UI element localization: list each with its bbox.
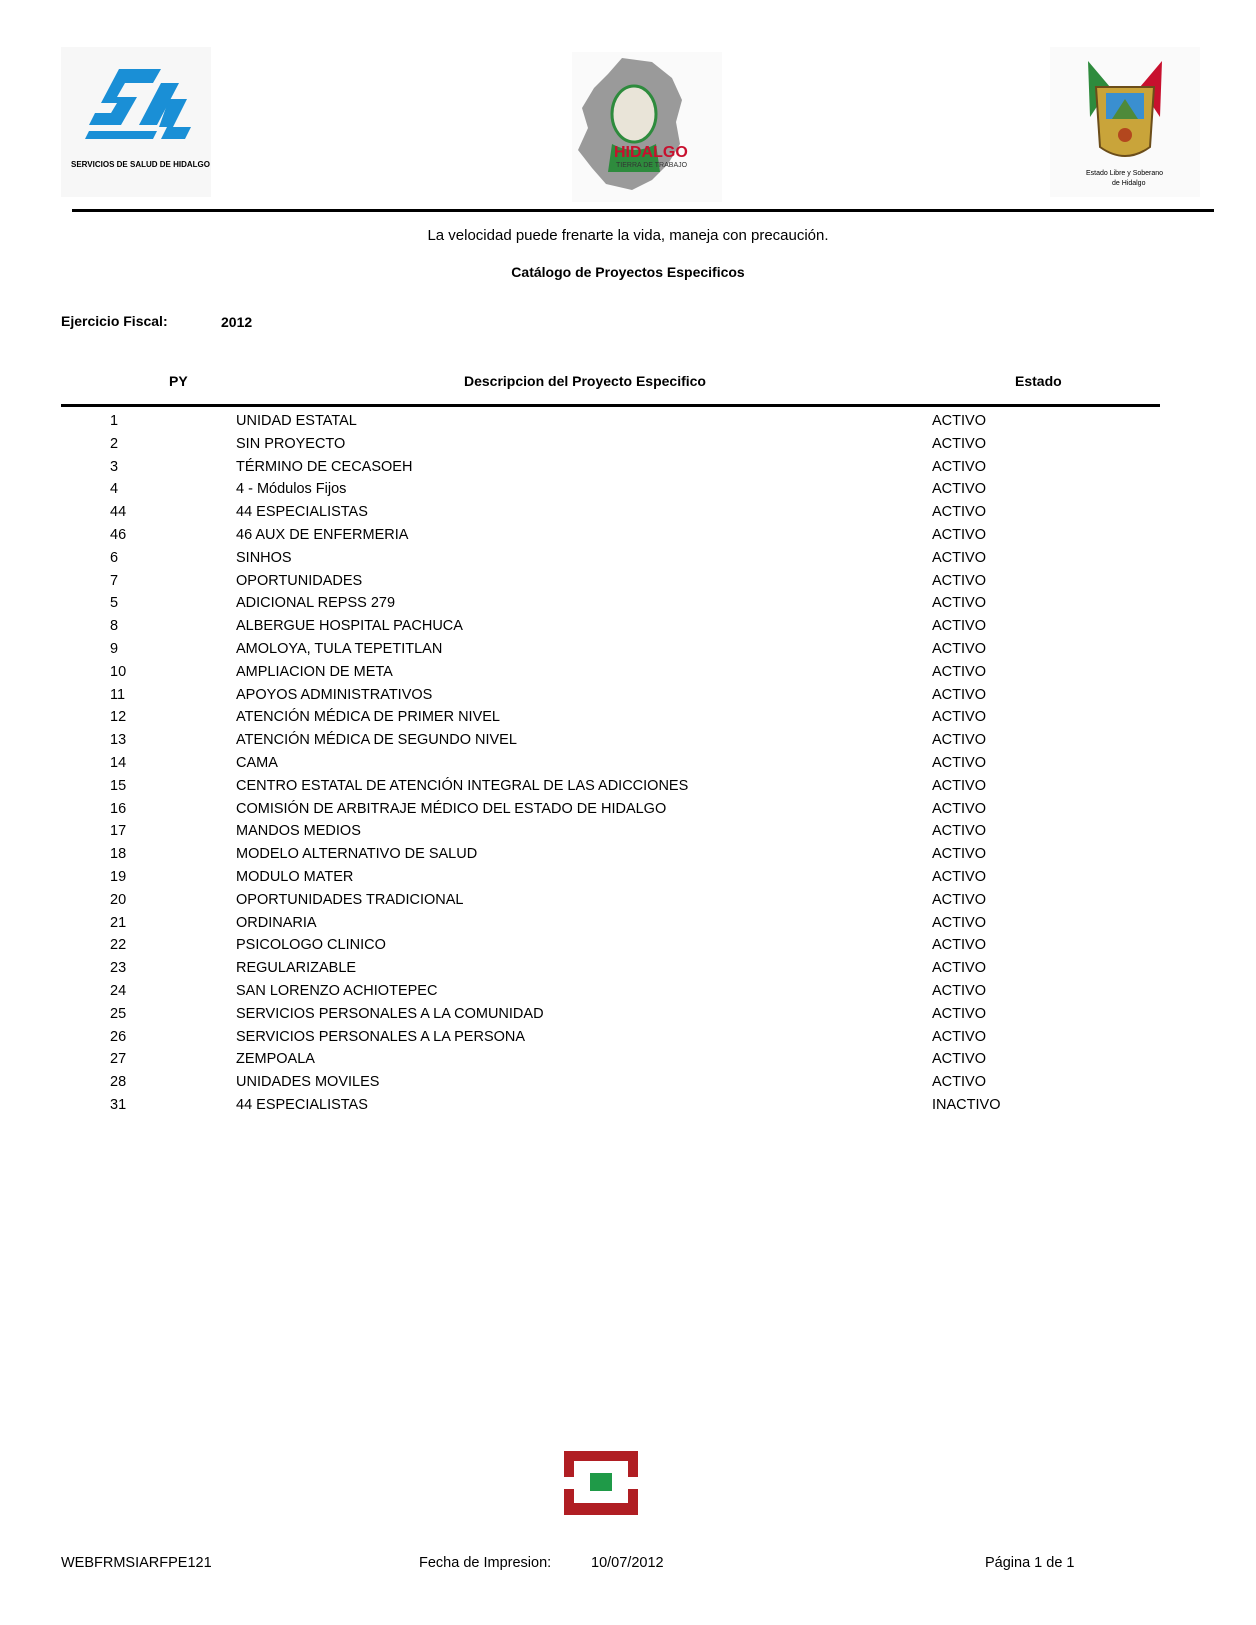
row-status: ACTIVO: [932, 937, 986, 954]
row-py: 9: [110, 640, 119, 657]
row-status: ACTIVO: [932, 777, 986, 794]
row-py: 15: [110, 777, 127, 794]
print-date-label: Fecha de Impresion:: [419, 1555, 552, 1571]
table-row: [0, 1026, 1256, 1049]
table-row: [0, 638, 1256, 661]
table-row: [0, 1003, 1256, 1026]
row-status: ACTIVO: [932, 1051, 986, 1068]
row-py: 28: [110, 1074, 127, 1091]
table-row: [0, 866, 1256, 889]
row-py: 12: [110, 709, 127, 726]
column-header-py: PY: [169, 373, 188, 389]
row-status: ACTIVO: [932, 481, 986, 498]
table-row: [0, 478, 1256, 501]
row-description: 44 ESPECIALISTAS: [236, 1096, 368, 1113]
row-status: ACTIVO: [932, 1074, 986, 1091]
column-header-description: Descripcion del Proyecto Especifico: [464, 373, 706, 389]
table-row: [0, 456, 1256, 479]
row-description: APOYOS ADMINISTRATIVOS: [236, 686, 433, 703]
table-row: [0, 524, 1256, 547]
row-description: MODELO ALTERNATIVO DE SALUD: [236, 846, 478, 863]
hidalgo-logo-subtext: TIERRA DE TRABAJO: [616, 162, 688, 169]
row-description: ATENCIÓN MÉDICA DE PRIMER NIVEL: [236, 709, 500, 726]
row-py: 24: [110, 982, 127, 999]
row-description: UNIDADES MOVILES: [236, 1074, 380, 1091]
table-row: [0, 433, 1256, 456]
row-py: 8: [110, 618, 119, 635]
row-py: 6: [110, 549, 119, 566]
report-title: Catálogo de Proyectos Especificos: [511, 264, 745, 280]
row-description: 44 ESPECIALISTAS: [236, 504, 368, 521]
table-row: [0, 752, 1256, 775]
row-py: 44: [110, 504, 127, 521]
coat-of-arms-text-1: Estado Libre y Soberano: [1086, 170, 1164, 177]
table-row: [0, 1048, 1256, 1071]
row-status: ACTIVO: [932, 754, 986, 771]
table-row: [0, 934, 1256, 957]
row-description: 4 - Módulos Fijos: [236, 481, 347, 498]
row-status: ACTIVO: [932, 800, 986, 817]
row-description: UNIDAD ESTATAL: [236, 413, 357, 429]
column-header-status: Estado: [1015, 373, 1062, 389]
table-row: [0, 798, 1256, 821]
table-row: [0, 592, 1256, 615]
row-description: CAMA: [236, 754, 278, 771]
row-description: OPORTUNIDADES: [236, 572, 363, 589]
print-date: 10/07/2012: [591, 1555, 664, 1571]
row-status: ACTIVO: [932, 982, 986, 999]
row-py: 7: [110, 572, 119, 589]
table-row: [0, 684, 1256, 707]
footer-logo: [560, 1447, 642, 1519]
row-status: INACTIVO: [932, 1096, 1001, 1113]
row-description: ADICIONAL REPSS 279: [236, 595, 396, 612]
row-py: 2: [110, 435, 119, 452]
row-status: ACTIVO: [932, 618, 986, 635]
table-row: [0, 912, 1256, 935]
row-status: ACTIVO: [932, 572, 986, 589]
row-status: ACTIVO: [932, 686, 986, 703]
row-status: ACTIVO: [932, 1005, 986, 1022]
row-py: 5: [110, 595, 119, 612]
row-py: 16: [110, 800, 127, 817]
row-py: 3: [110, 458, 119, 475]
row-description: OPORTUNIDADES TRADICIONAL: [236, 891, 464, 908]
row-py: 25: [110, 1005, 127, 1022]
report-code: WEBFRMSIARFPE121: [61, 1555, 212, 1571]
table-row: [0, 775, 1256, 798]
table-row: [0, 843, 1256, 866]
row-description: COMISIÓN DE ARBITRAJE MÉDICO DEL ESTADO DE HIDALGO: [236, 800, 667, 817]
row-description: AMOLOYA, TULA TEPETITLAN: [236, 640, 443, 657]
table-row: [0, 729, 1256, 752]
row-description: ALBERGUE HOSPITAL PACHUCA: [236, 618, 463, 635]
row-status: ACTIVO: [932, 914, 986, 931]
row-status: ACTIVO: [932, 663, 986, 680]
coat-of-arms-text-2: de Hidalgo: [1112, 180, 1146, 187]
row-py: 17: [110, 823, 127, 840]
table-row: [0, 570, 1256, 593]
row-py: 4: [110, 481, 119, 498]
row-status: ACTIVO: [932, 891, 986, 908]
projects-table: [0, 410, 1256, 1117]
row-status: ACTIVO: [932, 732, 986, 749]
row-status: ACTIVO: [932, 846, 986, 863]
row-description: SERVICIOS PERSONALES A LA COMUNIDAD: [236, 1005, 544, 1022]
table-row: [0, 889, 1256, 912]
row-status: ACTIVO: [932, 413, 986, 429]
ssh-logo: [61, 47, 211, 197]
row-status: ACTIVO: [932, 504, 986, 521]
row-py: 23: [110, 960, 127, 977]
road-safety-slogan: La velocidad puede frenarte la vida, maneja con precaución.: [427, 227, 829, 244]
row-status: ACTIVO: [932, 435, 986, 452]
hidalgo-logo: [572, 52, 722, 202]
table-row: [0, 1071, 1256, 1094]
row-py: 14: [110, 754, 127, 771]
fiscal-year-value: 2012: [221, 314, 253, 330]
ssh-logo-mark: [61, 47, 211, 197]
row-description: MANDOS MEDIOS: [236, 823, 361, 840]
table-header-divider: [61, 404, 1160, 407]
row-status: ACTIVO: [932, 595, 986, 612]
row-description: TÉRMINO DE CECASOEH: [236, 458, 413, 475]
row-status: ACTIVO: [932, 868, 986, 885]
table-row: [0, 410, 1256, 433]
row-description: 46 AUX DE ENFERMERIA: [236, 526, 409, 543]
row-status: ACTIVO: [932, 458, 986, 475]
fiscal-year-label: Ejercicio Fiscal:: [61, 313, 168, 329]
row-status: ACTIVO: [932, 549, 986, 566]
hidalgo-logo-text: HIDALGO: [614, 144, 688, 161]
page-indicator: Página 1 de 1: [985, 1555, 1075, 1571]
table-row: [0, 501, 1256, 524]
row-py: 10: [110, 663, 127, 680]
row-description: SERVICIOS PERSONALES A LA PERSONA: [236, 1028, 526, 1045]
row-py: 20: [110, 891, 127, 908]
row-py: 19: [110, 868, 127, 885]
ssh-logo-text: SERVICIOS DE SALUD DE HIDALGO: [71, 160, 210, 169]
row-py: 22: [110, 937, 127, 954]
row-py: 1: [110, 413, 119, 429]
table-row: [0, 820, 1256, 843]
row-description: CENTRO ESTATAL DE ATENCIÓN INTEGRAL DE LAS ADICCIONES: [236, 777, 689, 794]
row-status: ACTIVO: [932, 960, 986, 977]
row-py: 46: [110, 526, 127, 543]
row-py: 26: [110, 1028, 127, 1045]
row-description: SAN LORENZO ACHIOTEPEC: [236, 982, 438, 999]
hidalgo-map-icon: [572, 52, 722, 202]
row-description: REGULARIZABLE: [236, 960, 357, 977]
row-status: ACTIVO: [932, 1028, 986, 1045]
row-py: 18: [110, 846, 127, 863]
table-row: [0, 1094, 1256, 1117]
table-row: [0, 706, 1256, 729]
table-row: [0, 547, 1256, 570]
row-py: 27: [110, 1051, 127, 1068]
row-py: 13: [110, 732, 127, 749]
row-status: ACTIVO: [932, 526, 986, 543]
row-description: ATENCIÓN MÉDICA DE SEGUNDO NIVEL: [236, 732, 517, 749]
footer-emblem-icon: [560, 1447, 642, 1519]
row-description: ORDINARIA: [236, 914, 317, 931]
row-status: ACTIVO: [932, 823, 986, 840]
table-row: [0, 957, 1256, 980]
row-description: PSICOLOGO CLINICO: [236, 937, 386, 954]
row-description: ZEMPOALA: [236, 1051, 315, 1068]
row-description: AMPLIACION DE META: [236, 663, 393, 680]
row-description: SIN PROYECTO: [236, 435, 346, 452]
state-coat-of-arms: [1050, 47, 1200, 197]
row-description: SINHOS: [236, 549, 292, 566]
row-py: 21: [110, 914, 127, 931]
row-status: ACTIVO: [932, 709, 986, 726]
row-py: 31: [110, 1096, 127, 1113]
row-py: 11: [110, 686, 126, 703]
table-row: [0, 615, 1256, 638]
row-description: MODULO MATER: [236, 868, 354, 885]
table-row: [0, 661, 1256, 684]
row-status: ACTIVO: [932, 640, 986, 657]
table-row: [0, 980, 1256, 1003]
header-divider: [72, 209, 1214, 212]
